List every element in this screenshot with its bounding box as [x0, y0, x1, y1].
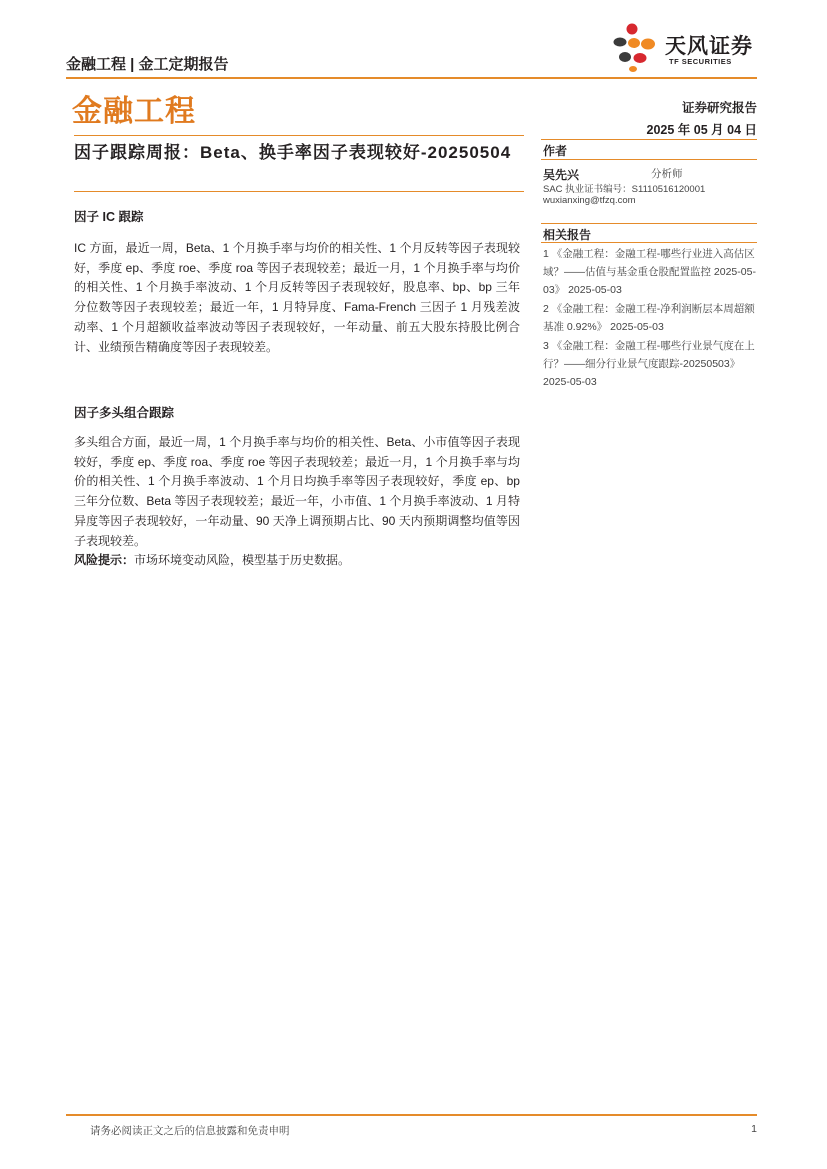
author-heading: 作者	[543, 144, 568, 158]
related-report-item[interactable]: 2 《金融工程：金融工程-净利润断层本周超额基准 0.92%》 2025-05-03	[543, 303, 755, 333]
footer-divider	[66, 1114, 757, 1116]
company-logo	[612, 20, 762, 72]
report-type: 证券研究报告	[681, 101, 757, 115]
section-body-long-portfolio: 多头组合方面，最近一周，1 个月换手率与均价的相关性、Beta、小市值等因子表现较好，季度 ep、季度 roa、季度 roe 等因子表现较差；最近一月，1 个月换手率与均价的相关性、1 个月换手率波动、1 个月日均换手率等因子表现较好，季度 ep、bp 三年分位数、Beta 等因子表现较差；最近一年，小市值、1 个月换手率波动、1 月特异度等因子表现较好，一年动量、90 天净上调预期占比、90 天内预期调整均值等因子表现较差。	[74, 435, 520, 548]
sidebar-divider-related-bottom	[541, 242, 757, 243]
related-report-item[interactable]: 3 《金融工程：金融工程-哪些行业景气度在上行？——细分行业景气度跟踪-20250503》 2025-05-03	[543, 340, 755, 388]
logo-text-cn: 天风证券	[665, 35, 753, 58]
header-divider	[66, 77, 757, 79]
logo-mark-icon	[612, 20, 664, 72]
related-reports-heading: 相关报告	[543, 228, 592, 242]
sidebar-divider-author	[541, 139, 757, 140]
report-title: 因子跟踪周报：Beta、换手率因子表现较好-20250504	[74, 143, 512, 162]
logo-text-en: TF SECURITIES	[669, 57, 732, 66]
author-role: 分析师	[651, 168, 683, 180]
risk-text: 市场环境变动风险，模型基于历史数据。	[134, 553, 351, 567]
footer-disclaimer: 请务必阅读正文之后的信息披露和免责申明	[90, 1125, 290, 1137]
report-series-label: 金融工程 | 金工定期报告	[66, 56, 229, 73]
report-date: 2025 年 05 月 04 日	[646, 123, 757, 137]
risk-label: 风险提示：	[74, 553, 135, 567]
author-email[interactable]: wuxianxing@tfzq.com	[543, 195, 636, 206]
report-category: 金融工程	[72, 95, 196, 128]
risk-warning	[74, 551, 520, 571]
section-heading-ic: 因子 IC 跟踪	[74, 210, 144, 224]
section-heading-long-portfolio: 因子多头组合跟踪	[74, 406, 175, 420]
page-number: 1	[751, 1123, 757, 1135]
author-name: 吴先兴	[543, 168, 580, 182]
sidebar-divider-author-bottom	[541, 159, 757, 160]
section-body-ic: IC 方面，最近一周，Beta、1 个月换手率与均价的相关性、1 个月反转等因子表现较好，季度 ep、季度 roe、季度 roa 等因子表现较差；最近一月，1 个月换手率与均价的相关性、1 个月换手率波动、1 个月反转等因子表现较好，股息率、bp、bp 三年分位数等因子表现较差；最近一年，1 月特异度、Fama-French 三因子 1 月残差波动率、1 个月超额收益率波动等因子表现较好，一年动量、前五大股东持股比例合计、业绩预告精确度等因子表现较差。	[74, 241, 520, 354]
title-divider-top	[74, 135, 524, 136]
related-report-item[interactable]: 1 《金融工程：金融工程-哪些行业进入高估区域？——估值与基金重仓股配置监控 2025-05-03》 2025-05-03	[543, 248, 756, 296]
title-divider-bottom	[74, 191, 524, 192]
author-sac-number: SAC 执业证书编号：S1110516120001	[543, 184, 706, 195]
sidebar-divider-related	[541, 223, 757, 224]
